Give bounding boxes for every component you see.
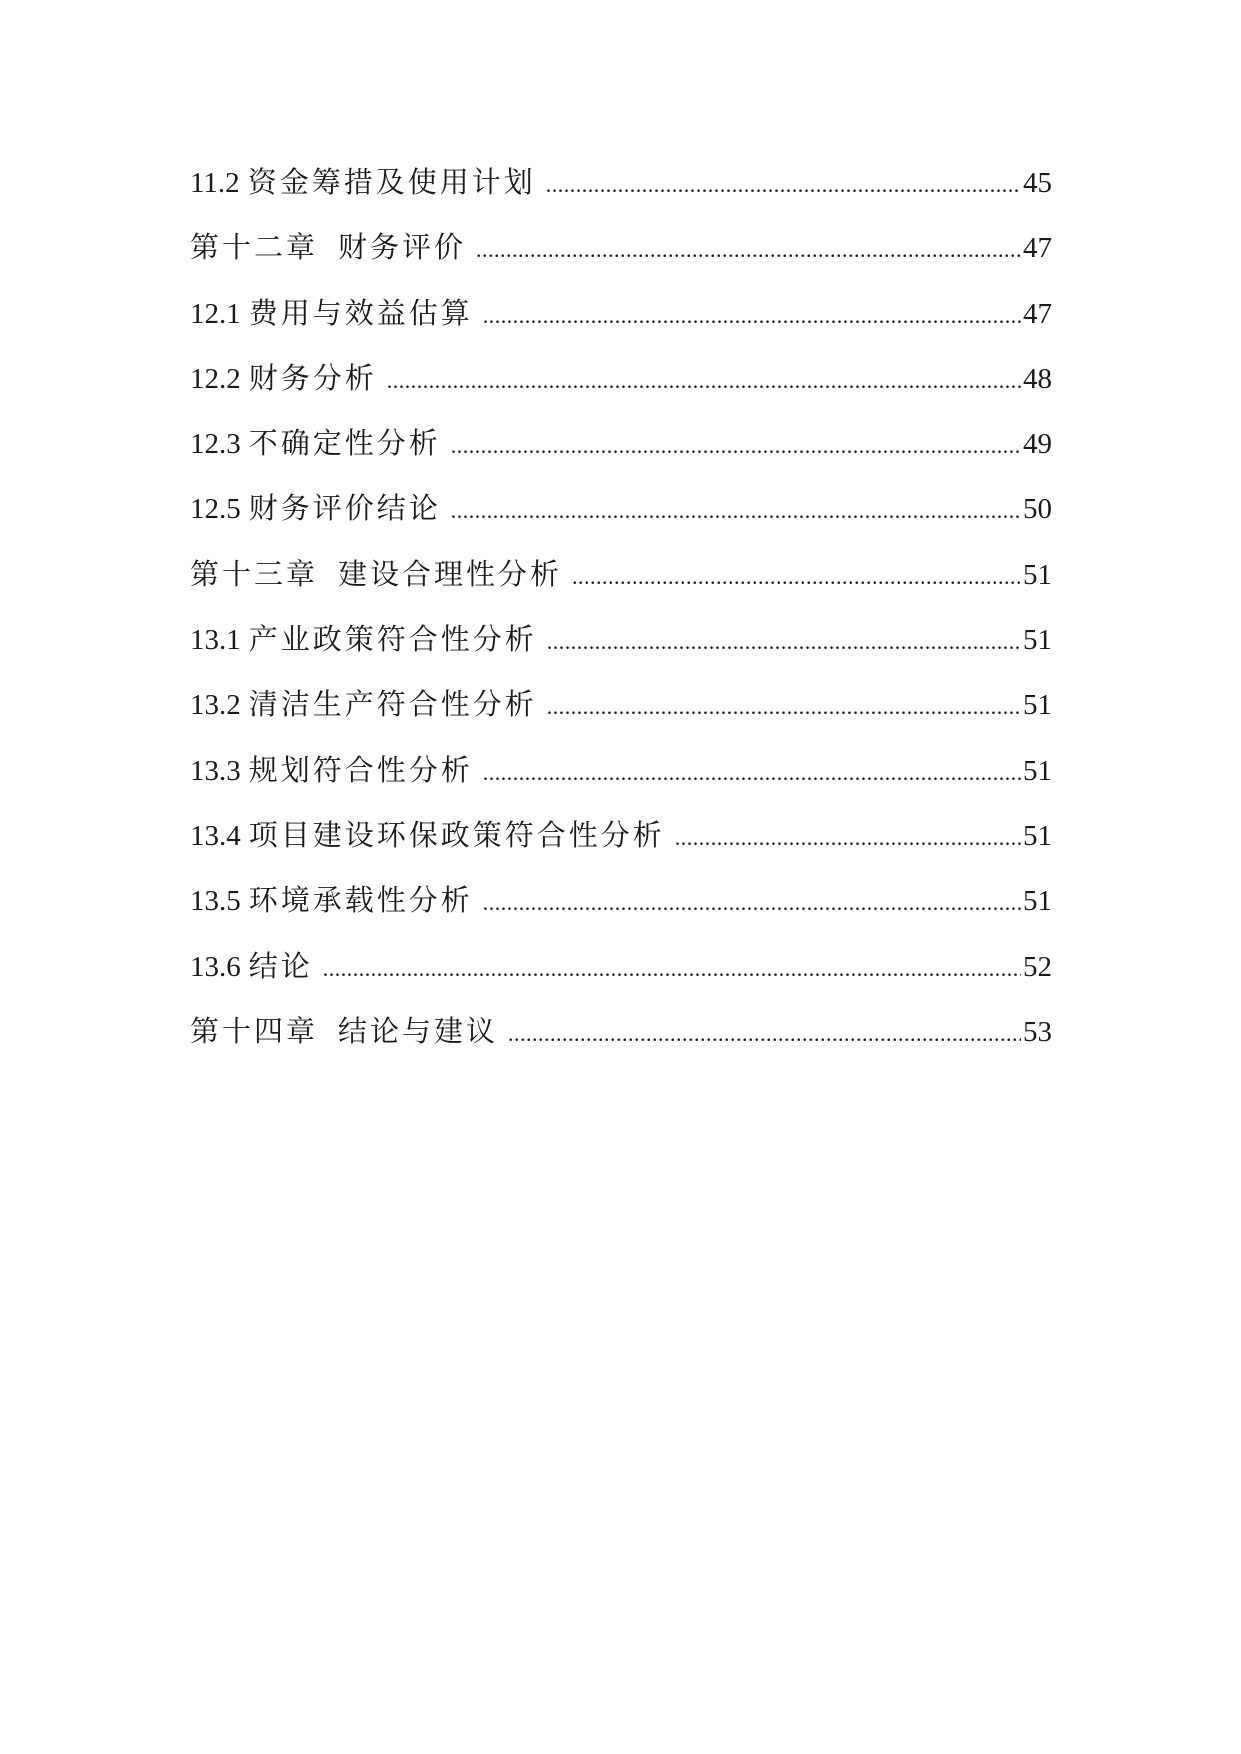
toc-dot-leader — [451, 413, 1021, 478]
toc-entry-page: 48 — [1023, 362, 1052, 395]
toc-dot-leader — [483, 870, 1021, 935]
toc-dot-leader — [387, 348, 1021, 413]
toc-entry[interactable] — [190, 281, 1052, 346]
toc-entry[interactable] — [190, 868, 1052, 933]
toc-dot-leader — [323, 936, 1021, 1001]
toc-entry-title: 结论与建议 — [338, 1013, 499, 1048]
toc-dot-leader — [508, 1001, 1021, 1066]
toc-dot-leader — [483, 740, 1021, 805]
toc-entry[interactable] — [190, 738, 1052, 803]
toc-entry-title: 产业政策符合性分析 — [248, 622, 537, 657]
toc-entry-page: 53 — [1023, 1015, 1052, 1048]
toc-dot-leader — [547, 609, 1021, 674]
toc-entry-page: 50 — [1023, 493, 1052, 526]
toc-entry-number: 13.2 — [190, 689, 241, 722]
toc-dot-leader — [675, 805, 1021, 870]
toc-entry-title: 建设合理性分析 — [338, 556, 563, 591]
toc-entry-title: 环境承载性分析 — [248, 883, 473, 918]
toc-entry-number: 13.4 — [190, 819, 241, 852]
toc-entry-page: 52 — [1023, 950, 1052, 983]
toc-entry-number: 12.5 — [190, 493, 241, 526]
toc-entry[interactable] — [190, 476, 1052, 541]
toc-entry[interactable] — [190, 346, 1052, 411]
toc-entry-title: 资金筹措及使用计划 — [247, 165, 536, 199]
toc-entry-title: 财务评价 — [338, 230, 467, 265]
toc-entry[interactable] — [190, 150, 1052, 215]
toc-dot-leader — [547, 674, 1021, 739]
toc-entry-page: 45 — [1023, 167, 1052, 199]
toc-entry-title: 规划符合性分析 — [248, 752, 473, 787]
toc-dot-leader — [483, 283, 1021, 348]
toc-entry-page: 49 — [1023, 428, 1052, 461]
table-of-contents — [190, 150, 1052, 1064]
toc-entry[interactable] — [190, 607, 1052, 672]
toc-entry-number: 12.1 — [190, 297, 241, 330]
toc-entry[interactable] — [190, 934, 1052, 999]
toc-entry-title: 不确定性分析 — [248, 426, 441, 461]
toc-entry-title: 清洁生产符合性分析 — [248, 687, 537, 722]
toc-entry-number: 13.1 — [190, 624, 241, 657]
toc-dot-leader — [451, 478, 1021, 543]
toc-entry-title: 财务分析 — [248, 360, 377, 395]
toc-entry-page: 51 — [1023, 885, 1052, 918]
toc-dot-leader — [476, 217, 1021, 282]
toc-entry-page: 51 — [1023, 754, 1052, 787]
toc-dot-leader — [572, 544, 1021, 609]
toc-entry[interactable] — [190, 411, 1052, 476]
toc-entry-page: 51 — [1023, 558, 1052, 591]
toc-chapter-entry[interactable] — [190, 542, 1052, 607]
toc-chapter-entry[interactable] — [190, 215, 1052, 280]
toc-entry-page: 51 — [1023, 624, 1052, 657]
toc-entry-page: 47 — [1023, 297, 1052, 330]
toc-entry-number: 13.3 — [190, 754, 241, 787]
toc-chapter-entry[interactable] — [190, 999, 1052, 1064]
toc-entry-number: 12.3 — [190, 428, 241, 461]
toc-entry-number: 第十四章 — [190, 1015, 319, 1048]
toc-entry-page: 51 — [1023, 819, 1052, 852]
toc-entry-title: 财务评价结论 — [248, 491, 441, 526]
toc-entry-page: 47 — [1023, 232, 1052, 265]
toc-dot-leader — [546, 152, 1021, 217]
toc-entry-title: 结论 — [248, 948, 313, 983]
toc-entry-title: 项目建设环保政策符合性分析 — [248, 817, 665, 852]
toc-entry-number: 13.5 — [190, 885, 241, 918]
toc-entry-number: 11.2 — [190, 167, 240, 199]
toc-entry-number: 12.2 — [190, 362, 241, 395]
toc-entry-number: 第十二章 — [190, 232, 319, 265]
toc-entry-number: 第十三章 — [190, 558, 319, 591]
toc-entry-title: 费用与效益估算 — [248, 295, 473, 330]
toc-entry[interactable] — [190, 672, 1052, 737]
toc-entry-page: 51 — [1023, 689, 1052, 722]
toc-entry[interactable] — [190, 803, 1052, 868]
toc-entry-number: 13.6 — [190, 950, 241, 983]
